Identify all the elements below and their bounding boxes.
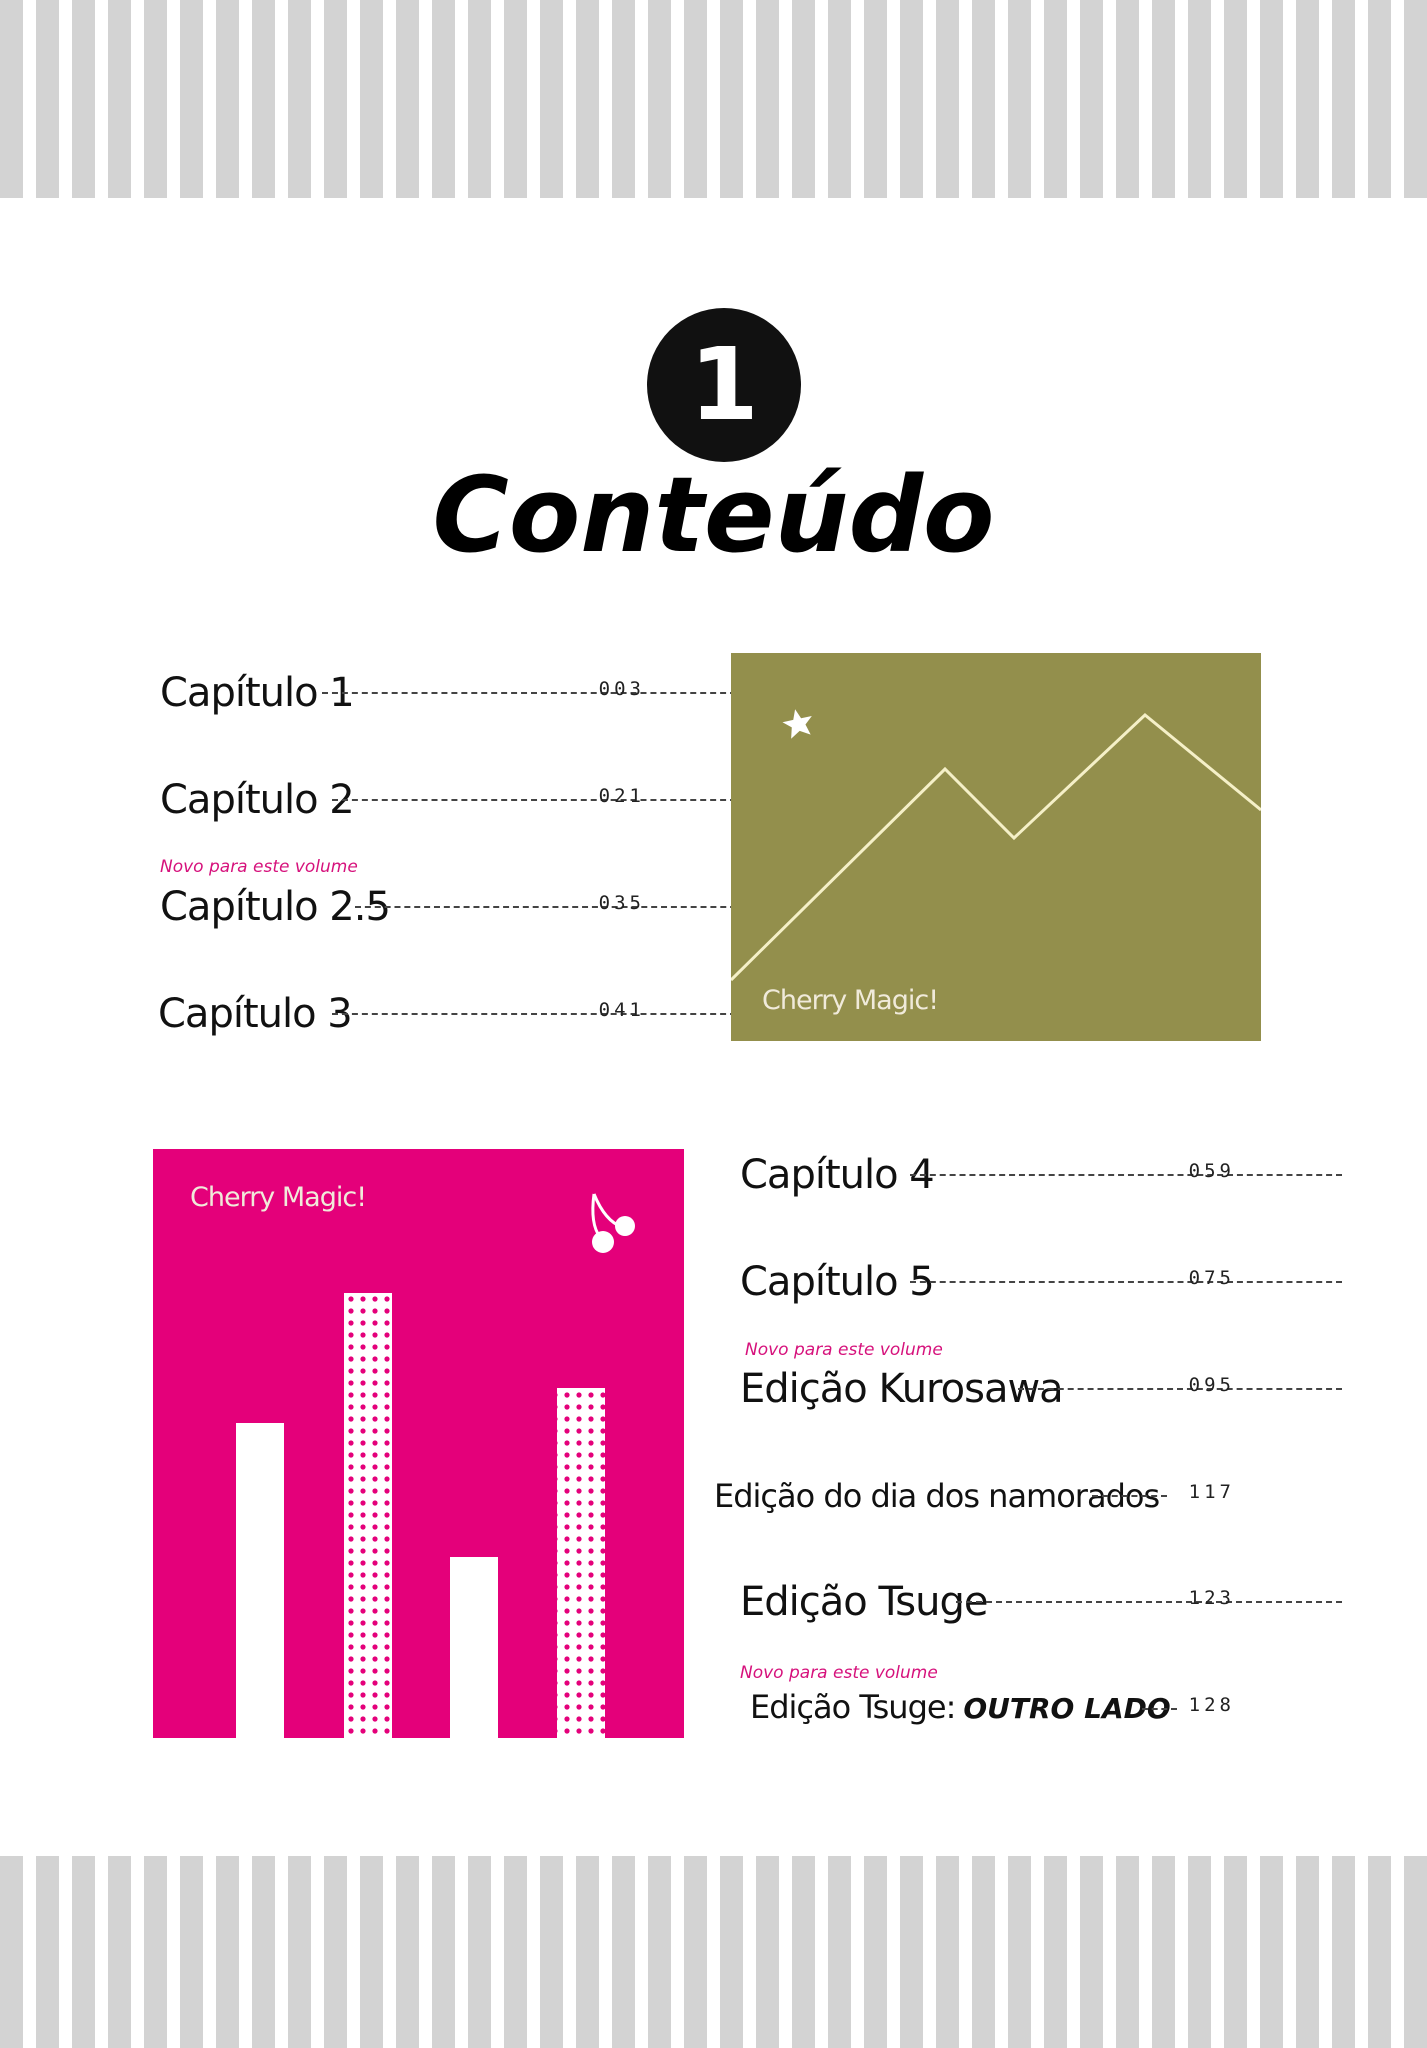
new-in-volume-note: Novo para este volume <box>160 857 358 877</box>
toc-entry-chapter-4[interactable] <box>740 1145 1235 1205</box>
olive-mountain-illustration <box>731 653 1261 1041</box>
toc-entry-title: Capítulo 2.5 <box>160 884 390 930</box>
toc-entry-edicao-tsuge-outro-lado[interactable] <box>750 1679 1235 1739</box>
toc-entry-chapter-3[interactable] <box>158 984 645 1044</box>
new-in-volume-note: Novo para este volume <box>740 1663 938 1683</box>
volume-number-badge <box>647 308 801 462</box>
toc-entry-edicao-kurosawa[interactable] <box>740 1359 1235 1419</box>
toc-leader-dots <box>910 1174 1342 1176</box>
toc-entry-title: Edição Tsuge <box>740 1579 988 1625</box>
toc-entry-title: Capítulo 4 <box>740 1152 934 1198</box>
toc-entry-page: 035 <box>598 892 645 914</box>
mountain-line-art <box>731 653 1261 1041</box>
pink-bars-illustration <box>153 1149 684 1738</box>
volume-number: 1 <box>689 326 759 443</box>
bottom-stripe-border <box>0 1856 1427 2048</box>
toc-leader-dots <box>332 1013 746 1015</box>
toc-entry-page: 128 <box>1188 1694 1235 1716</box>
dotted-bar <box>557 1388 605 1738</box>
decorative-bars-art <box>153 1149 684 1738</box>
toc-entry-chapter-1[interactable] <box>160 663 645 723</box>
cherry-icon <box>592 1194 635 1253</box>
toc-entry-title: Capítulo 3 <box>158 991 352 1037</box>
toc-entry-page: 003 <box>598 678 645 700</box>
toc-entry-title: Edição do dia dos namorados <box>714 1477 1160 1515</box>
toc-entry-page: 059 <box>1188 1160 1235 1182</box>
dotted-bar <box>344 1293 392 1738</box>
toc-entry-page: 095 <box>1188 1374 1235 1396</box>
toc-entry-page: 041 <box>598 999 645 1021</box>
star-icon <box>780 706 815 740</box>
toc-leader-dots <box>1142 1708 1177 1710</box>
toc-entry-title <box>750 1683 1171 1733</box>
olive-illustration-caption: Cherry Magic! <box>762 985 939 1016</box>
toc-entry-title: Capítulo 2 <box>160 777 354 823</box>
toc-entry-title-prefix: Edição Tsuge: <box>750 1688 956 1726</box>
toc-entry-chapter-2-5[interactable] <box>160 877 645 937</box>
toc-leader-dots <box>1092 1495 1167 1497</box>
toc-leader-dots <box>322 692 746 694</box>
toc-entry-edicao-tsuge[interactable] <box>740 1572 1235 1632</box>
toc-entry-edicao-dia-dos-namorados[interactable] <box>714 1466 1235 1526</box>
toc-leader-dots <box>355 906 746 908</box>
toc-entry-title-emphasis: OUTRO LADO <box>963 1692 1171 1725</box>
toc-leader-dots <box>332 799 746 801</box>
toc-entry-chapter-2[interactable] <box>160 770 645 830</box>
toc-entry-title: Capítulo 5 <box>740 1259 934 1305</box>
toc-entry-page: 123 <box>1188 1587 1235 1609</box>
toc-entry-title: Edição Kurosawa <box>740 1366 1063 1412</box>
top-stripe-border <box>0 0 1427 198</box>
toc-leader-dots <box>910 1281 1342 1283</box>
toc-entry-page: 075 <box>1188 1267 1235 1289</box>
toc-entry-title: Capítulo 1 <box>160 670 354 716</box>
toc-entry-page: 021 <box>598 785 645 807</box>
page-title: Conteúdo <box>432 454 995 576</box>
toc-entry-chapter-5[interactable] <box>740 1252 1235 1312</box>
toc-entry-page: 117 <box>1188 1481 1235 1503</box>
pink-illustration-caption: Cherry Magic! <box>190 1182 367 1213</box>
new-in-volume-note: Novo para este volume <box>745 1340 943 1360</box>
white-bar <box>450 1557 498 1738</box>
white-bar <box>236 1423 284 1738</box>
toc-leader-dots <box>956 1601 1342 1603</box>
